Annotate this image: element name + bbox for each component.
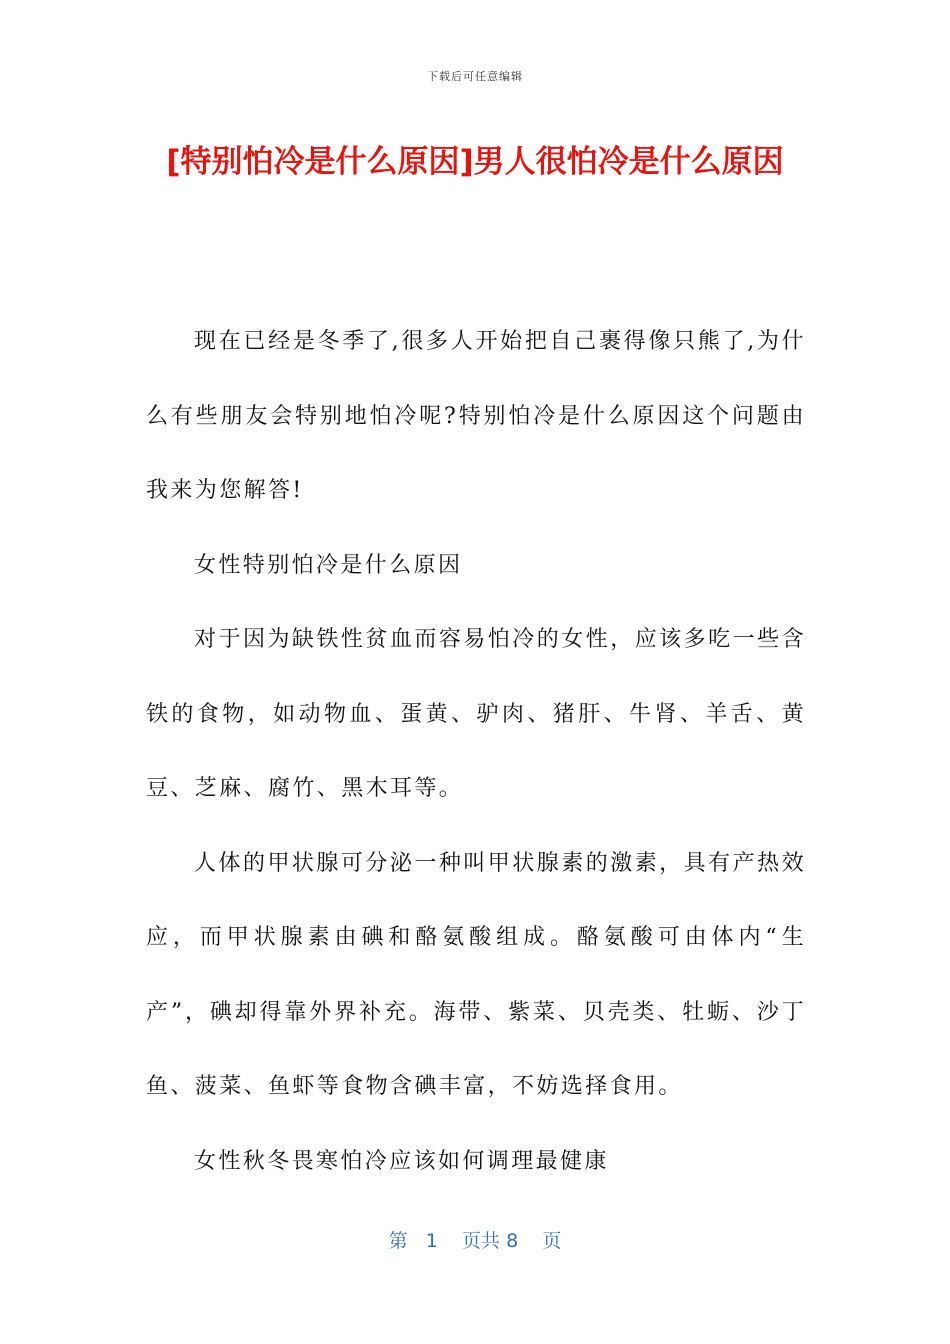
paragraph-subheading-2: 女性秋冬畏寒怕冷应该如何调理最健康: [194, 1148, 609, 1174]
footer-prefix: 第: [388, 1230, 408, 1252]
paragraph-thyroid: 人体的甲状腺可分泌一种叫甲状腺素的激素，具有产热效应，而甲状腺素由碘和酪氨酸组成。酪氨酸可由体内“生产”，碘却得靠外界补充。海带、紫菜、贝壳类、牡蛎、沙丁鱼、菠菜、鱼虾等食物含碘丰富，不妨选择食用。: [146, 850, 806, 1099]
paragraph-subheading-1: 女性特别怕冷是什么原因: [194, 552, 463, 578]
document-title: [特别怕冷是什么原因]男人很怕冷是什么原因: [166, 144, 784, 180]
document-body: [146, 305, 806, 1199]
footer-suffix: 页: [542, 1230, 562, 1252]
header-note: 下载后可任意编辑: [427, 70, 523, 83]
footer-current-page: 1: [425, 1230, 438, 1252]
page-footer: [0, 1226, 950, 1253]
paragraph-iron: 对于因为缺铁性贫血而容易怕冷的女性，应该多吃一些含铁的食物，如动物血、蛋黄、驴肉、猪肝、牛肾、羊舌、黄豆、芝麻、腐竹、黑木耳等。: [146, 627, 806, 801]
paragraph-intro: 现在已经是冬季了,很多人开始把自己裹得像只熊了,为什么有些朋友会特别地怕冷呢?特别怕冷是什么原因这个问题由我来为您解答!: [146, 329, 806, 503]
footer-mid: 页共: [462, 1230, 501, 1252]
footer-total-pages: 8: [506, 1230, 519, 1252]
